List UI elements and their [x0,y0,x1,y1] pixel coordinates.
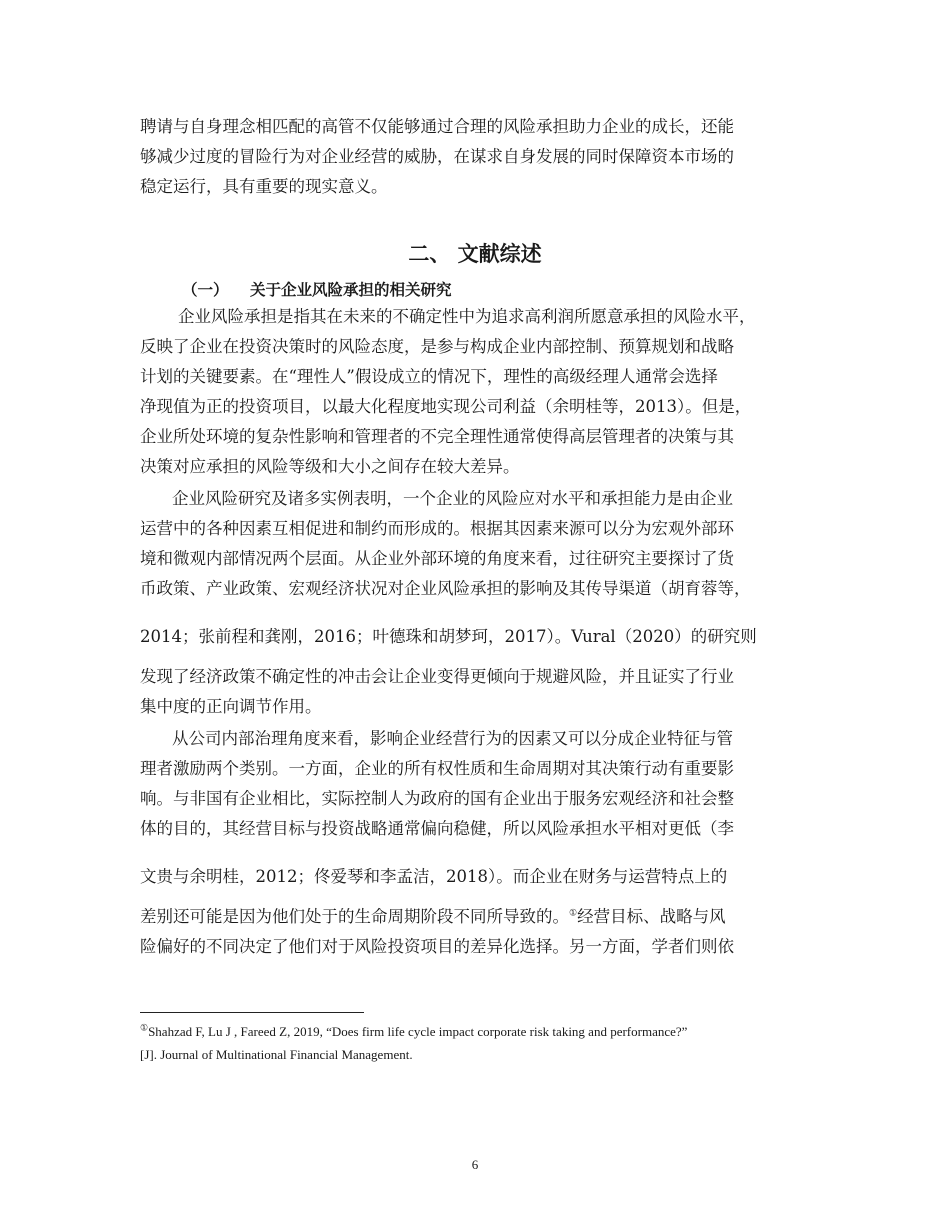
body-text-line: 集中度的正向调节作用。 [140,697,322,716]
body-text-line: 计划的关键要素。在“理性人”假设成立的情况下，理性的高级经理人通常会选择 [140,367,718,386]
body-text-line: 净现值为正的投资项目，以最大化程度地实现公司利益（余明桂等，2013）。但是， [140,397,752,416]
body-text-line: 稳定运行，具有重要的现实意义。 [140,177,388,196]
footnote-line [140,1023,687,1041]
body-text-line [140,906,726,928]
body-text-line: 体的目的，其经营目标与投资战略通常偏向稳健，所以风险承担水平相对更低（李 [140,819,734,838]
footnote-text: Shahzad F, Lu J , Fareed Z, 2019, “Does firm life cycle impact corporate risk taking and performance?” [148,1024,688,1039]
body-text-line: 境和微观内部情况两个层面。从企业外部环境的角度来看，过往研究主要探讨了货 [140,549,734,568]
subsection-heading [182,278,452,300]
body-text-segment: 差别还可能是因为他们处于的生命周期阶段不同所导致的。 [140,907,569,926]
body-text-line: 文贵与余明桂，2012；佟爱琴和李孟洁，2018）。而企业在财务与运营特点上的 [140,867,728,886]
body-text-segment: 经营目标、战略与风 [577,907,726,926]
body-text-line: 从公司内部治理角度来看，影响企业经营行为的因素又可以分成企业特征与管 [172,729,733,748]
subsection-number: （一） [182,281,229,299]
body-text-line: 决策对应承担的风险等级和大小之间存在较大差异。 [140,457,520,476]
body-text-line: 够减少过度的冒险行为对企业经营的威胁，在谋求自身发展的同时保障资本市场的 [140,147,734,166]
footnote-separator [140,1012,364,1013]
section-title: 二、 文献综述 [408,242,542,266]
body-text-line: 理者激励两个类别。一方面，企业的所有权性质和生命周期对其决策行动有重要影 [140,759,734,778]
body-text-line: 发现了经济政策不确定性的冲击会让企业变得更倾向于规避风险，并且证实了行业 [140,667,734,686]
body-text-line: 运营中的各种因素互相促进和制约而形成的。根据其因素来源可以分为宏观外部环 [140,519,734,538]
body-text-line: 2014；张前程和龚刚，2016；叶德珠和胡梦珂，2017）。Vural（2020）的研究则 [140,627,757,646]
body-text-line: 企业所处环境的复杂性影响和管理者的不完全理性通常使得高层管理者的决策与其 [140,427,734,446]
body-text-line: 聘请与自身理念相匹配的高管不仅能够通过合理的风险承担助力企业的成长，还能 [140,117,734,136]
page-number: 6 [471,1157,479,1172]
footnote-marker: ① [140,1022,149,1033]
body-text-line: 险偏好的不同决定了他们对于风险投资项目的差异化选择。另一方面，学者们则依 [140,937,734,956]
body-text-line: 反映了企业在投资决策时的风险态度，是参与构成企业内部控制、预算规划和战略 [140,337,734,356]
body-text-line: 企业风险承担是指其在未来的不确定性中为追求高利润所愿意承担的风险水平， [178,307,756,326]
body-text-line: 币政策、产业政策、宏观经济状况对企业风险承担的影响及其传导渠道（胡育蓉等， [140,579,751,598]
body-text-line: 企业风险研究及诸多实例表明，一个企业的风险应对水平和承担能力是由企业 [172,489,733,508]
footnote-reference[interactable]: ① [569,908,578,919]
body-text-line: 响。与非国有企业相比，实际控制人为政府的国有企业出于服务宏观经济和社会整 [140,789,734,808]
footnote-line: [J]. Journal of Multinational Financial Management. [140,1047,413,1062]
subsection-title: 关于企业风险承担的相关研究 [250,281,452,299]
